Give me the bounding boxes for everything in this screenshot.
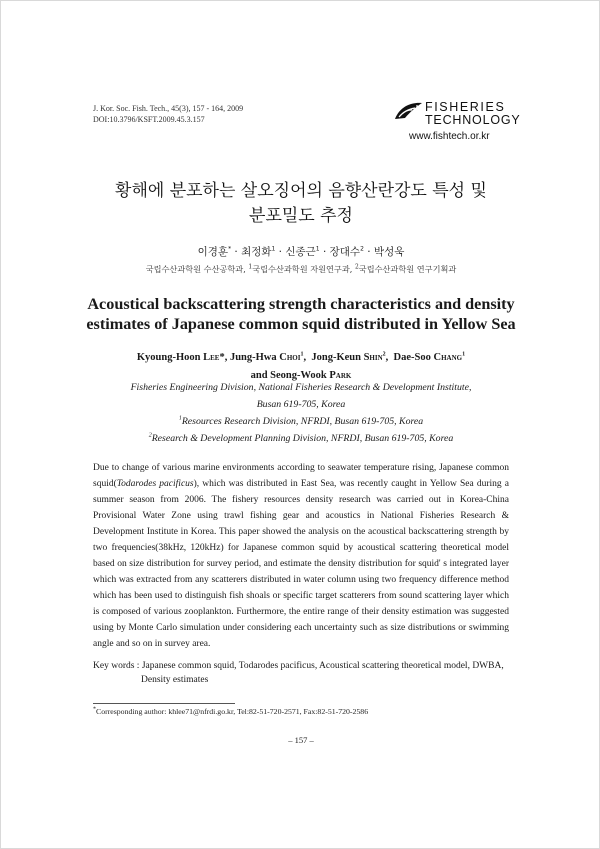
corresponding-author-footnote [93,707,513,716]
korean-title [61,179,541,229]
kr-author-1-mark: * [228,245,232,253]
abstract-text-1: Due to change of various marine environments according to seawater temperature rising, Japanese common squid( [93,463,509,489]
abstract-text-2: ), which was distributed in East Sea, was recently caught in Yellow Sea during a summer season from 2006. The fishery resources density research was carried out in Korea-China Provisional Water Zone using trawl fishing gear and acoustics in National Fisheries Research & Development Institute in Korea. This paper showed the analysis on the acoustical backscattering strength by two frequencies(38kHz, 120kHz) for Japanese common squid by acoustical scattering theoretical model based on size distribution for survey period, and estimate the density distribution for squid' s integrated layer which was extracted from any scatterers distributed in water column using two frequency difference method which has been used to distinguish fish shoals or specific target scatterers from sound scattering layer which is composed of various zooplankton. Furthermore, the entire range of their density estimation was suggested using by Monte Carlo simulation under considering each uncertainty such as size distributions or swimming angle and so on in survey area. [93,479,509,649]
korean-title-line1: 황해에 분포하는 살오징어의 음향산란강도 특성 및 [115,181,487,201]
kr-author-4: 장대수 [329,246,361,258]
footnote-divider [93,703,235,704]
english-title-line1: Acoustical backscattering strength characteristics and density [87,295,515,313]
en-author-4-last: Chang [433,352,463,363]
en-affil-1-text: Resources Research Division, NFRDI, Busan 619-705, Korea [181,416,424,427]
keywords-line1: Key words : Japanese common squid, Todarodes pacificus, Acoustical scattering theoretical model, DWBA, [93,661,504,671]
en-affil-1-mark: 1 [178,415,182,422]
korean-affiliations [41,264,561,275]
kr-affil-3-mark: 2 [354,263,359,271]
abstract [93,460,509,652]
english-affiliations [61,379,541,447]
logo-title-line1: FISHERIES [425,100,506,114]
en-author-3-mark: 2 [382,351,386,358]
en-author-2-mark: 1 [300,351,304,358]
en-affil-2-text: Research & Development Planning Division, NFRDI, Busan 619-705, Korea [151,433,454,444]
en-author-5-first: and Seong-Wook [250,370,330,381]
logo-title-line2: TECHNOLOGY [425,113,521,127]
page-number: – 157 – [288,735,314,745]
kr-author-sep: · [319,246,330,258]
keywords-line2: Density estimates [141,675,209,685]
kr-affil-2-mark: 1 [248,263,253,271]
en-author-1-first: Kyoung-Hoon [136,352,204,363]
abstract-species-name: Todarodes pacificus [116,479,194,489]
en-author-2-first: Jung-Hwa [229,352,280,363]
en-affil-main-line1: Fisheries Engineering Division, National Fisheries Research & Development Institute, [130,382,472,393]
kr-author-2-mark: 1 [271,245,276,253]
english-authors-line1: Kyoung-Hoon Lee*, Jung-Hwa Choi$^1$, Jong-Keun Shin$^2$, Dae-Soo Chang$^1$ [136,351,466,363]
kr-author-4-mark: 2 [360,245,364,253]
en-author-3-last: Shin [363,352,383,363]
fish-logo-icon [393,100,423,122]
kr-author-sep: · [231,246,242,258]
en-author-4-first: Dae-Soo [393,352,434,363]
journal-doi: DOI:10.3796/KSFT.2009.45.3.157 [93,115,205,124]
journal-logo [393,98,523,148]
kr-affil-1: 국립수산과학원 수산공학과, [145,264,249,274]
kr-affil-3: 국립수산과학원 연구기획과 [358,264,457,274]
en-affil-resources [61,413,541,430]
en-author-1-mark: * [219,352,225,363]
english-title [51,294,551,334]
korean-authors [61,244,541,259]
en-author-3-first: Jong-Keun [311,352,364,363]
en-affil-planning [61,430,541,447]
kr-author-3-mark: 1 [315,245,320,253]
footnote-text: Corresponding author: khlee71@nfrdi.go.kr, Tel:82-51-720-2571, Fax:82-51-720-2586 [96,707,369,716]
keywords [93,659,509,687]
kr-author-1: 이경훈 [197,246,229,258]
kr-author-3: 신종근 [285,246,316,258]
korean-title-line2: 분포밀도 추정 [249,206,353,226]
kr-author-5: 박성욱 [373,246,405,258]
kr-affil-2: 국립수산과학원 자원연구과, [252,264,355,274]
logo-url: www.fishtech.or.kr [409,131,490,142]
en-author-1-last: Lee [203,352,220,363]
en-author-2-last: Choi [279,352,301,363]
en-author-5-last: Park [329,370,352,381]
en-affil-2-mark: 2 [148,432,152,439]
journal-citation: J. Kor. Soc. Fish. Tech., 45(3), 157 - 164, 2009 [93,104,244,113]
kr-author-sep: · [275,246,286,258]
english-title-line2: estimates of Japanese common squid distributed in Yellow Sea [86,315,516,333]
kr-author-2: 최정화 [241,246,272,258]
en-author-4-mark: 1 [462,351,466,358]
kr-author-sep: · [363,246,374,258]
footnote-mark: * [93,706,96,713]
en-affil-main-line2: Busan 619-705, Korea [256,399,346,410]
journal-citation-block [93,103,243,125]
